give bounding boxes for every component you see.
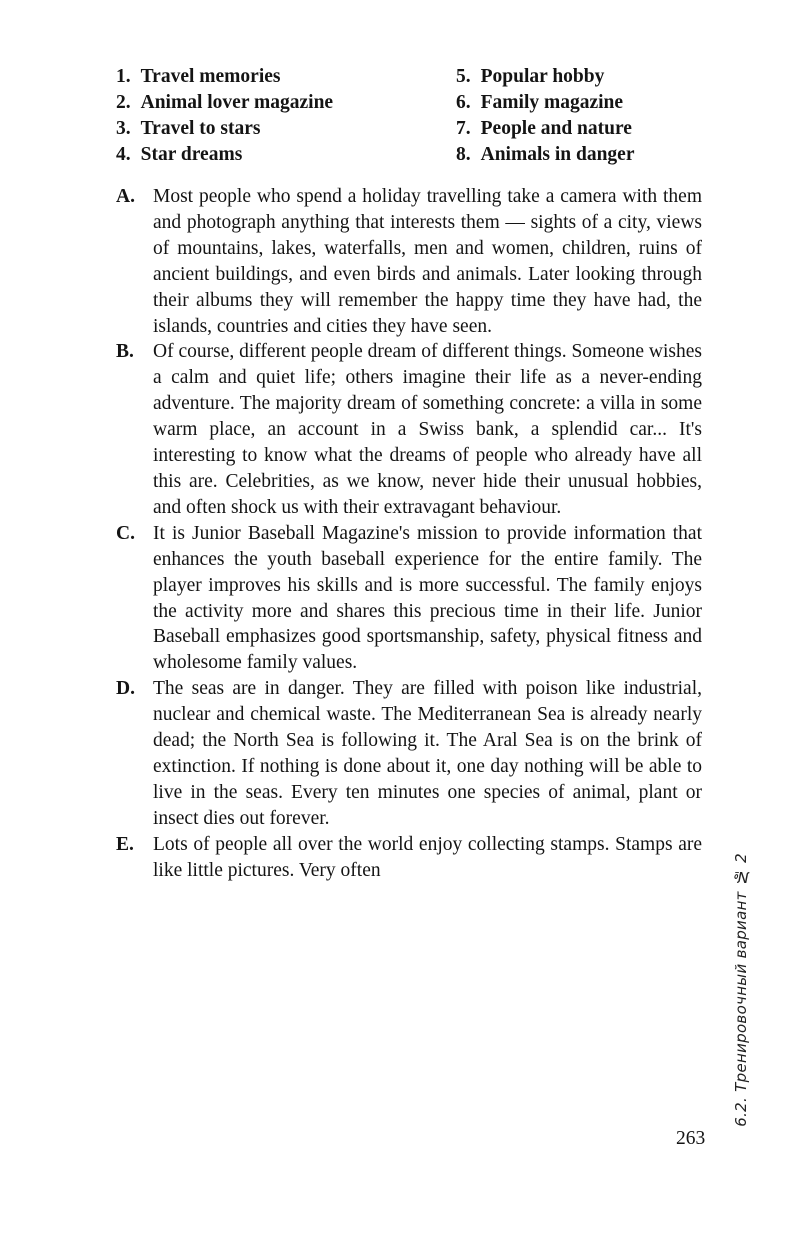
paragraph-b [116,339,702,520]
heading-number: 1. [116,66,131,87]
paragraph-letter: A. [116,186,135,207]
heading-label: Family magazine [480,92,624,113]
paragraph-text: It is Junior Baseball Magazine's mission to provide information that enhances the youth baseball experience for the entire family. The player improves his skills and is more successful. The family enjoys the activity more and shares this precious time in their life. Junior Baseball emphasizes good sportsmanship, safety, physical fitness and wholesome family values. [153,522,702,674]
paragraph-letter: E. [116,833,134,855]
headings-column-right [456,64,702,168]
heading-number: 3. [116,118,131,139]
heading-item-8 [456,142,702,168]
heading-label: People and nature [480,118,632,139]
heading-label: Popular hobby [480,66,605,87]
heading-item-6 [456,90,702,116]
headings-column-left [116,64,456,168]
heading-label: Star dreams [140,144,243,165]
paragraph-text: Of course, different people dream of different things. Someone wishes a calm and quiet life; others imagine their life as a never-ending adventure. The majority dream of something concrete: a villa in some warm place, an account in a Swiss bank, a splendid car... It's interesting to know what the dreams of people who already have all this are. Celebrities, as we know, never hide their unusual hobbies, and often shock us with their extravagant behaviour. [153,341,702,518]
heading-number: 8. [456,144,471,165]
heading-number: 5. [456,66,471,87]
heading-item-1 [116,64,456,90]
paragraph-c [116,521,702,676]
paragraph-letter: C. [116,522,135,544]
heading-number: 2. [116,92,131,113]
heading-label: Travel memories [140,66,281,87]
heading-item-2 [116,90,456,116]
paragraph-letter: B. [116,341,134,363]
paragraph-block [116,184,702,883]
page-number: 263 [676,1128,706,1149]
paragraph-a [116,184,702,339]
paragraph-text: The seas are in danger. They are filled with poison like industrial, nuclear and chemical waste. The Mediterranean Sea is already nearly dead; the North Sea is following it. The Aral Sea is on the brink of extinction. If nothing is done about it, one day nothing will be able to live in the seas. Every ten minutes one species of animal, plant or insect dies out forever. [153,678,702,829]
paragraph-d [116,676,702,831]
paragraph-text: Most people who spend a holiday travelling take a camera with them and photograph anything that interests them — sights of a city, views of mountains, lakes, waterfalls, men and women, children, ruins of ancient buildings, and even birds and animals. Later looking through their albums they will remember the happy time they have had, the islands, countries and cities they have seen. [153,186,702,337]
headings-list [116,64,702,168]
heading-number: 7. [456,118,471,139]
heading-number: 4. [116,144,131,165]
paragraph-letter: D. [116,678,135,700]
heading-item-4 [116,142,456,168]
heading-label: Travel to stars [140,118,261,139]
heading-item-7 [456,116,702,142]
heading-label: Animal lover magazine [140,92,334,113]
heading-label: Animals in danger [480,144,635,165]
paragraph-e [116,832,702,884]
page-content [116,64,702,883]
paragraph-text: Lots of people all over the world enjoy collecting stamps. Stamps are like little pictures. Very often [153,833,702,881]
heading-item-5 [456,64,702,90]
sidebar-annotation: 6.2. Тренировочный вариант № 2 [732,853,750,1127]
heading-number: 6. [456,92,471,113]
heading-item-3 [116,116,456,142]
